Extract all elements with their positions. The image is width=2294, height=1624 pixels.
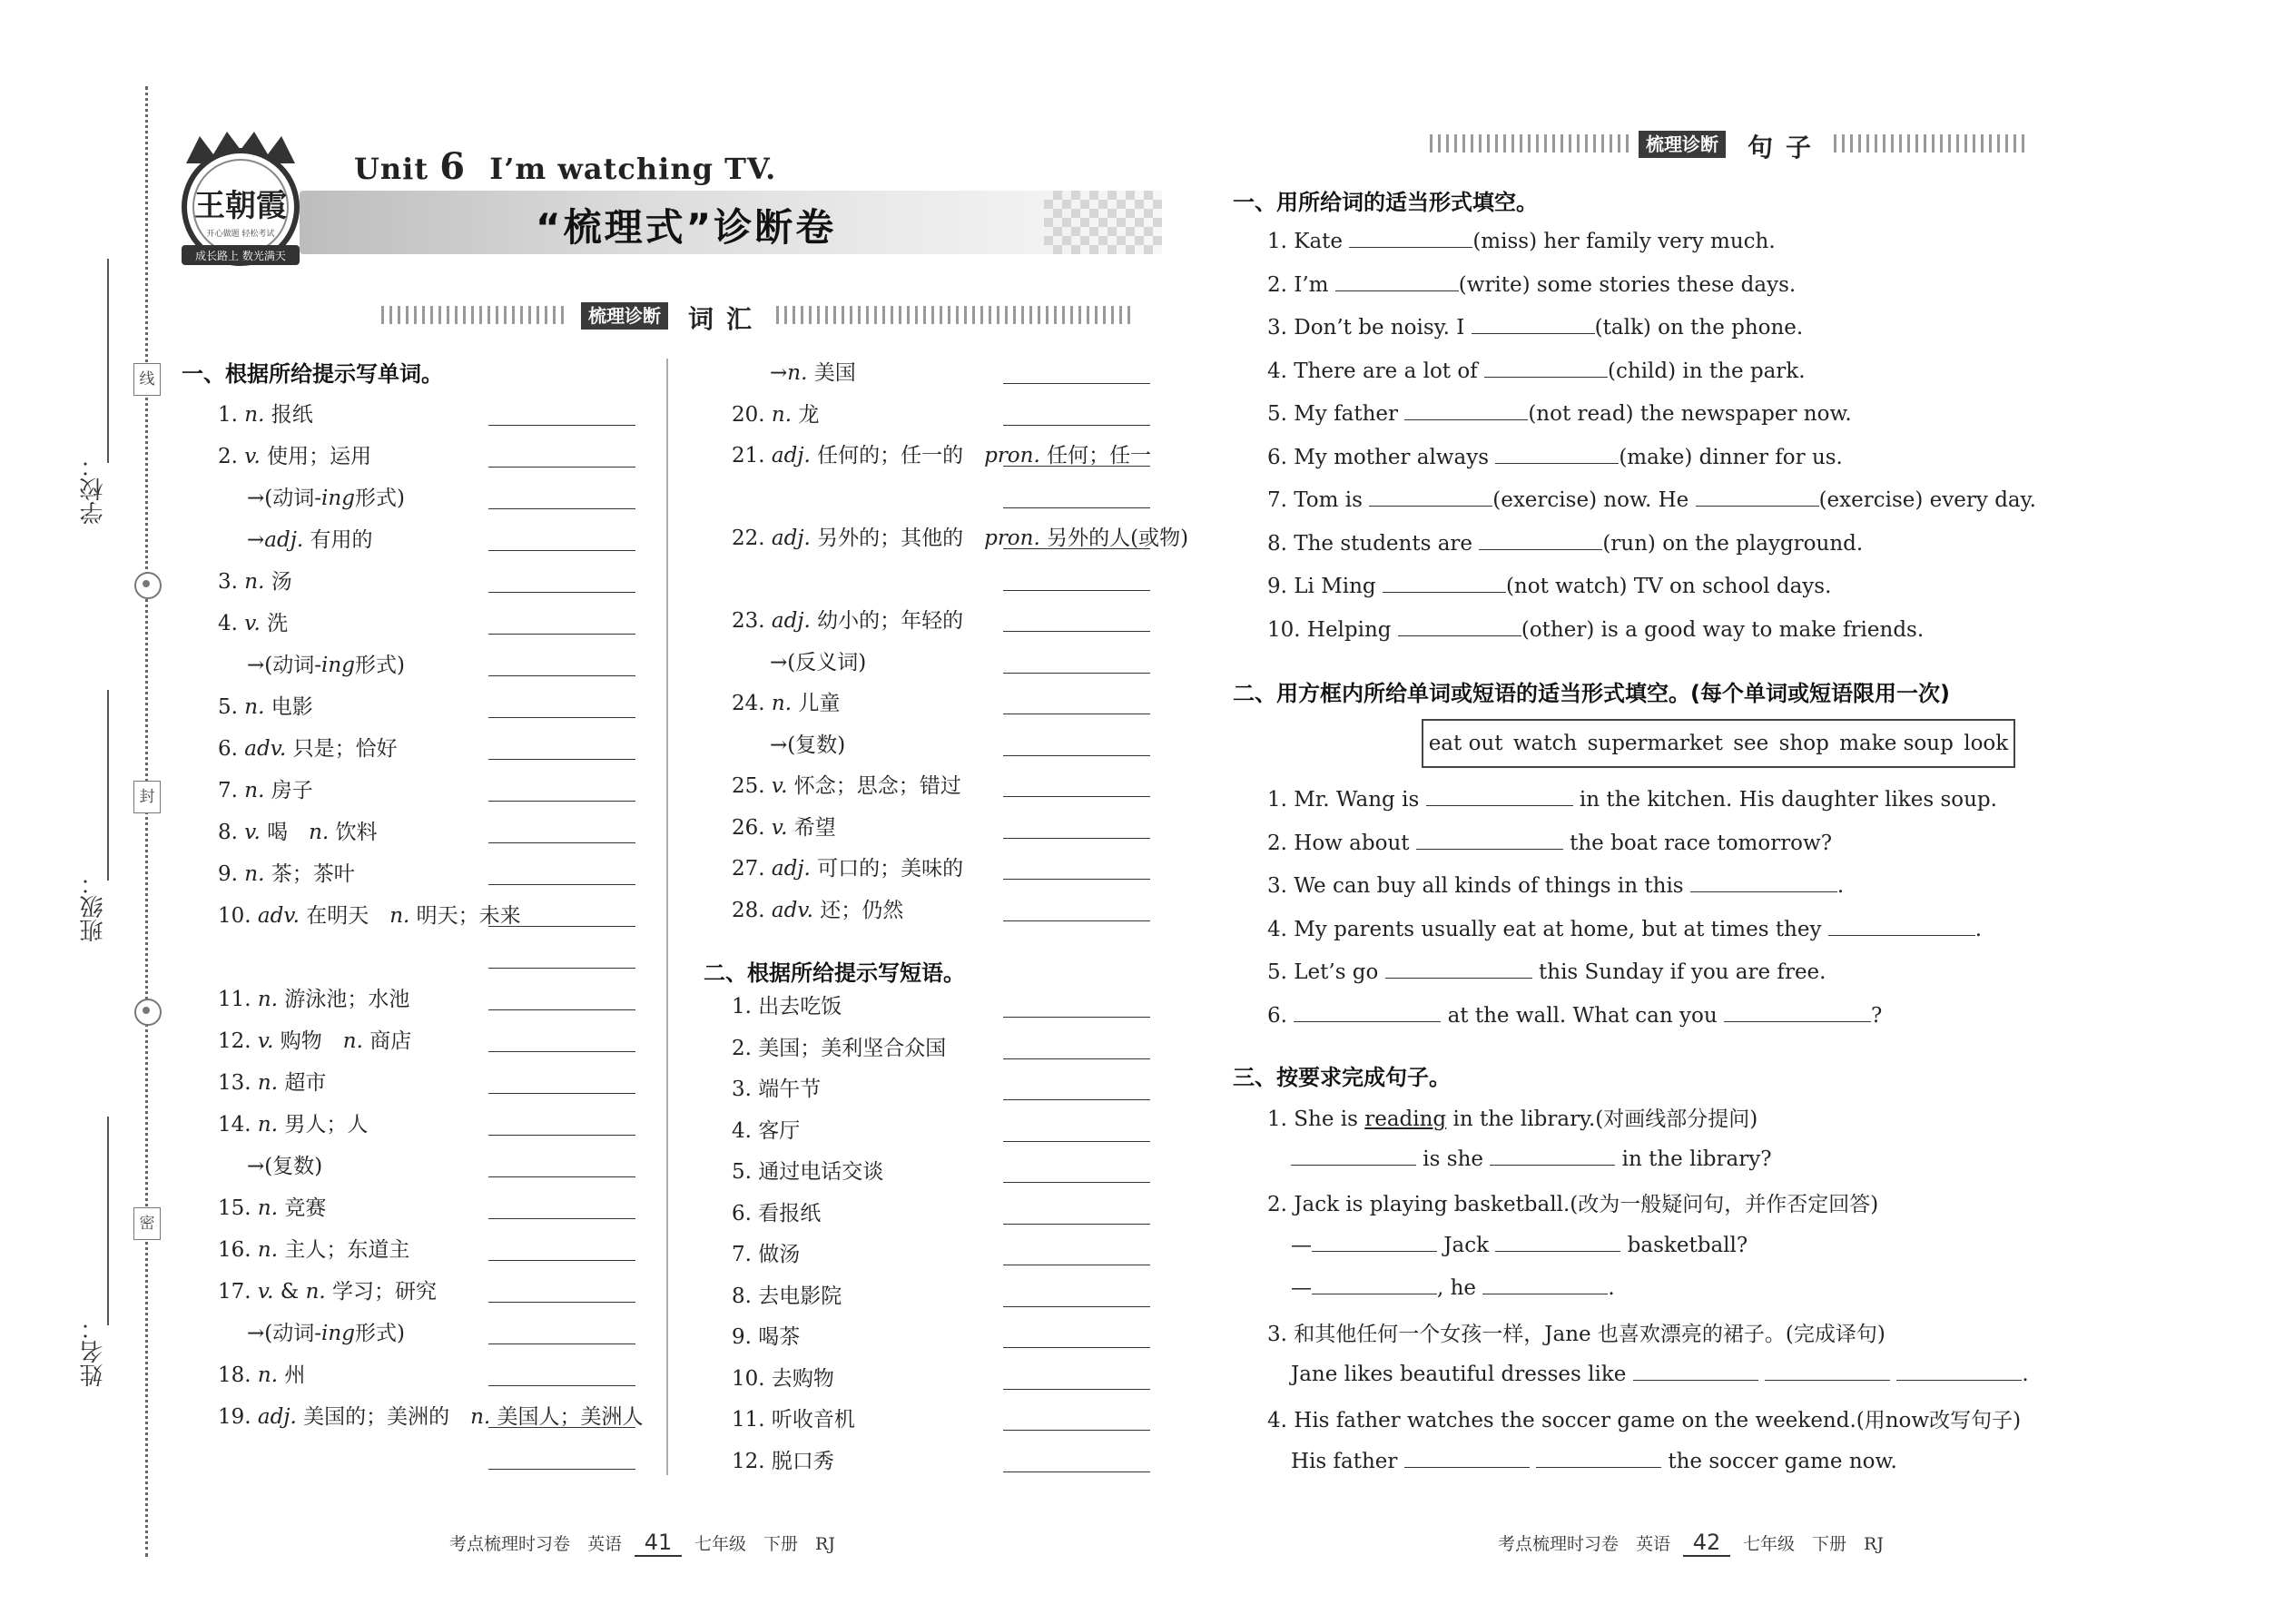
answer-line[interactable] xyxy=(488,1135,635,1136)
vocab-item: →(动词-ing形式) xyxy=(247,1322,405,1345)
vocab-item: 3. n. 汤 xyxy=(218,570,292,594)
answer-line[interactable] xyxy=(1003,1389,1150,1390)
answer-line[interactable] xyxy=(488,550,635,551)
answer-blank[interactable] xyxy=(1404,399,1528,420)
phrase-item: 1. 出去吃饭 xyxy=(732,995,842,1019)
sent-part1-title: 一、用所给词的适当形式填空。 xyxy=(1233,190,1538,215)
answer-line[interactable] xyxy=(1003,879,1150,880)
answer-blank[interactable] xyxy=(1828,915,1975,936)
phrase-item: 6. 看报纸 xyxy=(732,1201,822,1225)
vocab-item: 20. n. 龙 xyxy=(732,402,820,427)
logo-tagline: 成长路上 数光满天 xyxy=(195,250,286,262)
word-box-item: shop xyxy=(1778,732,1829,755)
footer-right: 考点梳理时习卷 英语 42 七年级 下册 RJ xyxy=(1498,1530,1884,1555)
box-fill-sentence: 4. My parents usually eat at home, but at times they . xyxy=(1267,915,1982,941)
section-stripes xyxy=(381,306,567,324)
answer-blank[interactable] xyxy=(1416,829,1563,850)
section-stripes xyxy=(776,306,1135,324)
answer-line[interactable] xyxy=(1003,590,1150,591)
vocab-item: →(复数) xyxy=(247,1155,323,1178)
vocab-item: 7. n. 房子 xyxy=(218,779,313,802)
word-box-item: see xyxy=(1733,732,1769,755)
answer-line[interactable] xyxy=(1003,1347,1150,1348)
answer-blank[interactable] xyxy=(1312,1274,1437,1294)
answer-line[interactable] xyxy=(1003,838,1150,839)
footer-left: 考点梳理时习卷 英语 41 七年级 下册 RJ xyxy=(449,1530,835,1555)
section-word-vocab: 词汇 xyxy=(688,304,765,334)
answer-line[interactable] xyxy=(1003,796,1150,797)
answer-line[interactable] xyxy=(488,1093,635,1094)
answer-line[interactable] xyxy=(1003,1430,1150,1431)
phrase-item: 8. 去电影院 xyxy=(732,1284,842,1308)
fill-in-sentence: 6. My mother always (make) dinner for us. xyxy=(1267,443,1843,469)
vocab-item: 1. n. 报纸 xyxy=(218,403,313,427)
sent-part2-title: 二、用方框内所给单词或短语的适当形式填空。(每个单词或短语限用一次) xyxy=(1233,681,1950,706)
sent-q2: 2. Jack is playing basketball.(改为一般疑问句，并作否定回答) xyxy=(1267,1193,1879,1216)
answer-blank[interactable] xyxy=(1404,1447,1530,1468)
answer-line[interactable] xyxy=(488,1427,635,1428)
answer-blank[interactable] xyxy=(1633,1360,1758,1381)
answer-blank[interactable] xyxy=(1690,871,1837,892)
fill-in-sentence: 2. I’m (write) some stories these days. xyxy=(1267,271,1796,297)
answer-blank[interactable] xyxy=(1490,1145,1615,1166)
cut-char-seal: 封 xyxy=(133,781,161,813)
vocab-item: 11. n. 游泳池；水池 xyxy=(218,988,410,1011)
cut-char-line: 线 xyxy=(133,363,161,396)
word-box-item: eat out xyxy=(1428,732,1503,755)
vocab-item: →(复数) xyxy=(770,733,846,757)
vocab-item: 6. adv. 只是；恰好 xyxy=(218,737,398,761)
vocab-item: 14. n. 男人；人 xyxy=(218,1113,369,1137)
answer-line[interactable] xyxy=(1003,1471,1150,1472)
vocab-item: 28. adv. 还；仍然 xyxy=(732,898,904,922)
vocab-item: 4. v. 洗 xyxy=(218,612,289,635)
section-stripes xyxy=(1430,134,1629,153)
vocab-item: 21. adj. 任何的；任一的 pron. 任何；任一 xyxy=(732,444,1152,468)
sent-q2-answer1: — Jack basketball? xyxy=(1291,1231,1748,1257)
fill-in-sentence: 3. Don’t be noisy. I (talk) on the phone. xyxy=(1267,313,1803,340)
page-number: 41 xyxy=(635,1530,682,1557)
section-tag: 梳理诊断 xyxy=(1639,131,1726,158)
word-box-item: supermarket xyxy=(1587,732,1723,755)
phrase-item: 10. 去购物 xyxy=(732,1366,834,1391)
vocab-item: 16. n. 主人；东道主 xyxy=(218,1238,410,1262)
answer-line[interactable] xyxy=(1003,466,1150,467)
answer-line[interactable] xyxy=(488,968,635,969)
word-box-item: make soup xyxy=(1839,732,1954,755)
vocab-item: 15. n. 竞赛 xyxy=(218,1196,327,1220)
answer-blank[interactable] xyxy=(1294,1001,1441,1022)
answer-line[interactable] xyxy=(488,1051,635,1052)
phrase-item: 4. 客厅 xyxy=(732,1118,801,1143)
school-write-line[interactable] xyxy=(107,259,109,463)
vocab-item: →adj. 有用的 xyxy=(247,528,373,552)
vocab-part1-title: 一、根据所给提示写单词。 xyxy=(182,361,443,387)
binding-hole-icon xyxy=(134,572,162,599)
box-fill-sentence: 3. We can buy all kinds of things in this . xyxy=(1267,871,1844,898)
answer-blank[interactable] xyxy=(1472,313,1595,334)
phrase-item: 7. 做汤 xyxy=(732,1243,801,1266)
answer-blank[interactable] xyxy=(1479,529,1602,550)
answer-line[interactable] xyxy=(488,1176,635,1177)
unit-title: Unit 6 I’m watching TV. xyxy=(354,145,777,188)
phrase-item: 3. 端午节 xyxy=(732,1078,822,1101)
phrase-item: 12. 脱口秀 xyxy=(732,1449,834,1473)
phrase-item: 2. 美国；美利坚合众国 xyxy=(732,1036,947,1060)
logo-name: 王朝霞 xyxy=(194,188,287,224)
vocab-item: 23. adj. 幼小的；年轻的 xyxy=(732,609,964,633)
answer-line[interactable] xyxy=(488,1260,635,1261)
class-write-line[interactable] xyxy=(107,690,109,881)
answer-line[interactable] xyxy=(1003,920,1150,921)
answer-blank[interactable] xyxy=(1536,1447,1661,1468)
fill-in-sentence: 7. Tom is (exercise) now. He (exercise) every day. xyxy=(1267,486,2036,512)
answer-line[interactable] xyxy=(488,842,635,843)
answer-line[interactable] xyxy=(488,926,635,927)
binding-dotted-line xyxy=(145,86,148,1557)
answer-line[interactable] xyxy=(488,634,635,635)
answer-line[interactable] xyxy=(488,675,635,676)
answer-blank[interactable] xyxy=(1896,1360,2022,1381)
vocab-item: →(动词-ing形式) xyxy=(247,654,405,677)
answer-line[interactable] xyxy=(488,801,635,802)
word-box xyxy=(1422,719,2015,768)
vocab-item: 12. v. 购物 n. 商店 xyxy=(218,1029,412,1053)
answer-blank[interactable] xyxy=(1312,1231,1437,1252)
phrase-item: 5. 通过电话交谈 xyxy=(732,1160,884,1184)
answer-line[interactable] xyxy=(1003,1017,1150,1018)
vocab-item: →n. 美国 xyxy=(770,361,856,385)
box-fill-sentence: 6. at the wall. What can you ? xyxy=(1267,1001,1882,1028)
answer-blank[interactable] xyxy=(1291,1145,1416,1166)
sent-q1-answer: is she in the library? xyxy=(1291,1145,1772,1171)
answer-line[interactable] xyxy=(1003,1306,1150,1307)
sent-part3-title: 三、按要求完成句子。 xyxy=(1233,1065,1451,1090)
word-box-item: watch xyxy=(1512,732,1578,755)
vocab-item: 13. n. 超市 xyxy=(218,1071,327,1095)
vocab-item: 5. n. 电影 xyxy=(218,695,313,719)
answer-blank[interactable] xyxy=(1696,486,1819,507)
phrase-item: 11. 听收音机 xyxy=(732,1408,855,1432)
vocab-item: 9. n. 茶；茶叶 xyxy=(218,862,355,886)
fill-in-sentence: 10. Helping (other) is a good way to make friends. xyxy=(1267,615,1924,642)
name-write-line[interactable] xyxy=(107,1117,109,1325)
answer-blank[interactable] xyxy=(1349,227,1472,248)
answer-blank[interactable] xyxy=(1383,572,1506,593)
vocab-item: 19. adj. 美国的；美洲的 n. 美国人；美洲人 xyxy=(218,1405,644,1429)
answer-line[interactable] xyxy=(488,1385,635,1386)
sent-q3: 3. 和其他任何一个女孩一样，Jane 也喜欢漂亮的裙子。(完成译句) xyxy=(1267,1323,1885,1346)
answer-line[interactable] xyxy=(1003,425,1150,426)
vocab-item: 10. adv. 在明天 n. 明天；未来 xyxy=(218,904,521,928)
vocab-item: →(反义词) xyxy=(770,650,867,674)
answer-line[interactable] xyxy=(1003,631,1150,632)
answer-line[interactable] xyxy=(1003,383,1150,384)
answer-line[interactable] xyxy=(488,467,635,468)
box-fill-sentence: 2. How about the boat race tomorrow? xyxy=(1267,829,1832,855)
answer-line[interactable] xyxy=(1003,1182,1150,1183)
vocab-item: 26. v. 希望 xyxy=(732,815,836,840)
answer-blank[interactable] xyxy=(1335,271,1459,291)
sent-q3-answer: Jane likes beautiful dresses like . xyxy=(1291,1360,2029,1386)
sent-q4-answer: His father the soccer game now. xyxy=(1291,1447,1897,1473)
fill-in-sentence: 9. Li Ming (not watch) TV on school days. xyxy=(1267,572,1831,598)
phrase-item: 9. 喝茶 xyxy=(732,1325,801,1349)
answer-blank[interactable] xyxy=(1426,785,1573,806)
answer-line[interactable] xyxy=(488,759,635,760)
answer-line[interactable] xyxy=(1003,1141,1150,1142)
answer-line[interactable] xyxy=(488,508,635,509)
answer-blank[interactable] xyxy=(1765,1360,1890,1381)
school-label: 学校： xyxy=(80,454,107,525)
vocab-item: 18. n. 州 xyxy=(218,1363,306,1387)
vocab-item: 17. v. & n. 学习；研究 xyxy=(218,1280,438,1304)
answer-line[interactable] xyxy=(488,717,635,718)
answer-line[interactable] xyxy=(1003,755,1150,756)
box-fill-sentence: 1. Mr. Wang is in the kitchen. His daughter likes soup. xyxy=(1267,785,1997,812)
cut-char-dense: 密 xyxy=(133,1207,161,1240)
answer-blank[interactable] xyxy=(1385,958,1532,979)
answer-line[interactable] xyxy=(488,884,635,885)
vocab-item: 24. n. 儿童 xyxy=(732,692,841,715)
vocab-item: 22. adj. 另外的；其他的 pron. 另外的人(或物) xyxy=(732,527,1189,550)
vocab-item: 2. v. 使用；运用 xyxy=(218,445,372,468)
page-title: “梳理式”诊断卷 xyxy=(536,205,837,250)
vocab-item: 27. adj. 可口的；美味的 xyxy=(732,857,964,881)
answer-line[interactable] xyxy=(1003,673,1150,674)
logo-slogan: 开心做题 轻松考试 xyxy=(206,230,275,239)
answer-line[interactable] xyxy=(1003,548,1150,549)
vocab-item: 8. v. 喝 n. 饮料 xyxy=(218,821,378,844)
vocab-part2-title: 二、根据所给提示写短语。 xyxy=(704,960,965,986)
answer-line[interactable] xyxy=(1003,1224,1150,1225)
vocab-item: 25. v. 怀念；思念；错过 xyxy=(732,774,961,798)
page-number: 42 xyxy=(1683,1530,1730,1557)
answer-line[interactable] xyxy=(488,1009,635,1010)
section-tag: 梳理诊断 xyxy=(581,302,668,330)
word-box-item: look xyxy=(1964,732,2009,755)
answer-blank[interactable] xyxy=(1495,443,1619,464)
answer-line[interactable] xyxy=(1003,1058,1150,1059)
answer-blank[interactable] xyxy=(1398,615,1521,636)
sent-q4: 4. His father watches the soccer game on the weekend.(用now改写句子) xyxy=(1267,1409,2022,1432)
column-divider xyxy=(666,359,668,1475)
answer-line[interactable] xyxy=(1003,1099,1150,1100)
fill-in-sentence: 4. There are a lot of (child) in the park. xyxy=(1267,357,1806,383)
fill-in-sentence: 1. Kate (miss) her family very much. xyxy=(1267,227,1776,253)
fill-in-sentence: 8. The students are (run) on the playground. xyxy=(1267,529,1863,556)
answer-line[interactable] xyxy=(488,1218,635,1219)
answer-blank[interactable] xyxy=(1369,486,1492,507)
sent-q2-answer2: — , he . xyxy=(1291,1274,1615,1300)
vocab-item: →(动词-ing形式) xyxy=(247,487,405,510)
answer-line[interactable] xyxy=(488,1343,635,1344)
name-label: 姓名： xyxy=(80,1316,107,1387)
fill-in-sentence: 5. My father (not read) the newspaper now. xyxy=(1267,399,1852,426)
brand-logo-icon xyxy=(168,127,313,272)
answer-line[interactable] xyxy=(488,1302,635,1303)
section-word-sentences: 句子 xyxy=(1748,133,1825,162)
answer-line[interactable] xyxy=(488,425,635,426)
answer-line[interactable] xyxy=(488,592,635,593)
binding-hole-icon xyxy=(134,999,162,1026)
answer-blank[interactable] xyxy=(1495,1231,1620,1252)
class-label: 班级： xyxy=(80,871,107,942)
answer-blank[interactable] xyxy=(1724,1001,1871,1022)
sent-q1: 1. She is reading in the library.(对画线部分提问) xyxy=(1267,1107,1758,1131)
box-fill-sentence: 5. Let’s go this Sunday if you are free. xyxy=(1267,958,1826,984)
answer-line[interactable] xyxy=(488,1469,635,1470)
answer-line[interactable] xyxy=(1003,507,1150,508)
section-stripes xyxy=(1834,134,2029,153)
answer-blank[interactable] xyxy=(1482,1274,1608,1294)
answer-blank[interactable] xyxy=(1484,357,1608,378)
